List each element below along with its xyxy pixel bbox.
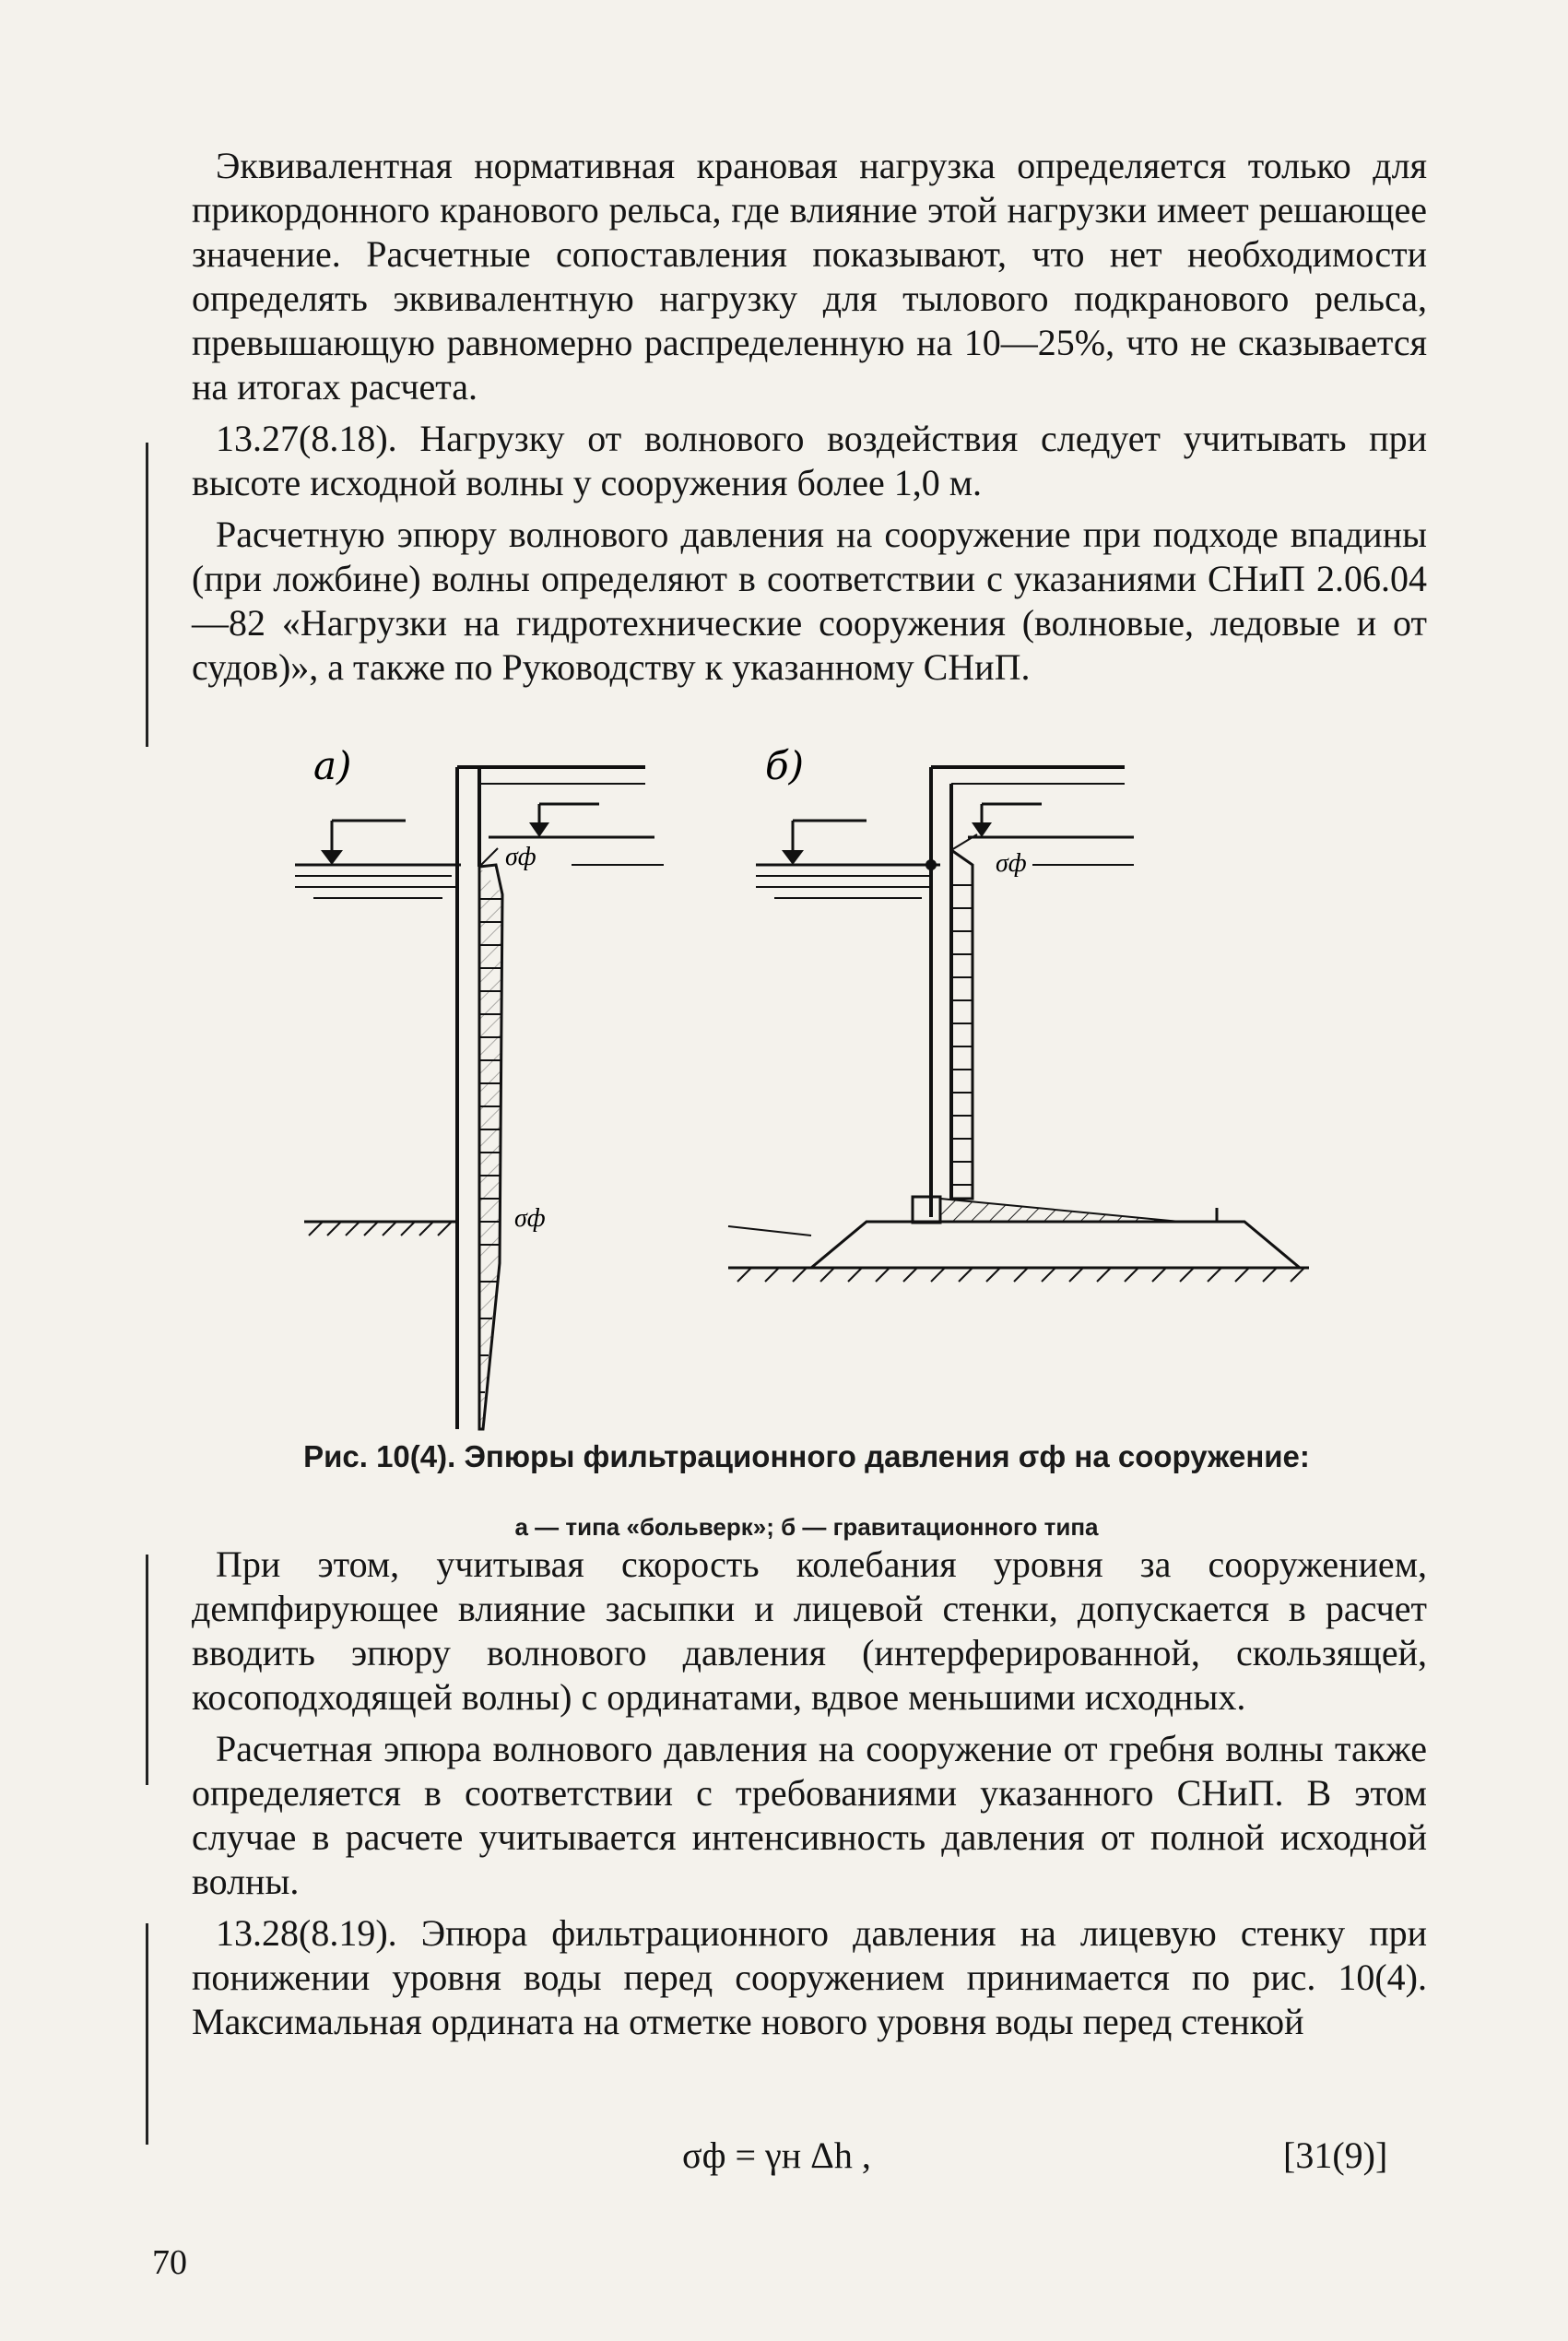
page-number: 70 xyxy=(152,2243,187,2282)
margin-bar-3 xyxy=(146,1923,148,2145)
paragraph: Эквивалентная нормативная крановая нагрузка определяется только для прикордонного кранового рельса, где влияние этой нагрузки имеет решающее значение. Расчетные сопоставления показывают, что нет необходимости определять эквивалентную нагрузку для тылового подкранового рельса, превышающую равномерно распределенную на 10—25%, что не сказывается на итогах расчета. xyxy=(192,145,1427,408)
panel-a xyxy=(295,747,664,1429)
text-block-top xyxy=(192,144,1427,697)
sigma-label-a-bottom: σф xyxy=(514,1204,546,1233)
panel-b-label: б) xyxy=(765,747,805,788)
margin-bar-2 xyxy=(146,1555,148,1785)
paragraph: Расчетная эпюра волнового давления на сооружение от гребня волны также определяется в соответствии с требованиями указанного СНиП. В этом случае в расчете учитывается интенсивность давления от полной исходной волны. xyxy=(192,1728,1427,1902)
formula-number: [31(9)] xyxy=(1283,2134,1388,2176)
margin-bar-1 xyxy=(146,443,148,747)
formula-expression: σф = γн Δh , xyxy=(682,2134,871,2176)
text-block-bottom xyxy=(192,1543,1427,2051)
panel-a-label: a) xyxy=(313,747,352,788)
figure-caption-legend: а — типа «больверк»; б — гравитационного типа xyxy=(514,1513,1099,1541)
figure-10-4 xyxy=(295,747,1337,1448)
paragraph: 13.28(8.19). Эпюра фильтрационного давления на лицевую стенку при понижении уровня воды перед сооружением принимается по рис. 10(4). Максимальная ордината на отметке нового уровня воды перед стенкой xyxy=(192,1912,1427,2042)
paragraph: При этом, учитывая скорость колебания уровня за сооружением, демпфирующее влияние засыпки и лицевой стенки, допускается в расчет вводить эпюру волнового давления (интерферированной, скользящей, косоподходящей волны) с ординатами, вдвое меньшими исходных. xyxy=(192,1543,1427,1718)
sigma-label-a-top: σф xyxy=(505,843,536,871)
paragraph: 13.27(8.18). Нагрузку от волнового воздействия следует учитывать при высоте исходной волны у сооружения более 1,0 м. xyxy=(192,418,1427,503)
figure-caption: Рис. 10(4). Эпюры фильтрационного давления σф на сооружение: xyxy=(303,1439,1310,1473)
sigma-label-b: σф xyxy=(996,849,1027,878)
figure-diagram xyxy=(295,747,1337,1448)
panel-b xyxy=(728,747,1309,1282)
paragraph: Расчетную эпюру волнового давления на сооружение при подходе впадины (при ложбине) волны определяют в соответствии с указаниями СНиП 2.06.04—82 «Нагрузки на гидротехнические сооружения (волновые, ледовые и от судов)», а также по Руководству к указанному СНиП. xyxy=(192,514,1427,688)
